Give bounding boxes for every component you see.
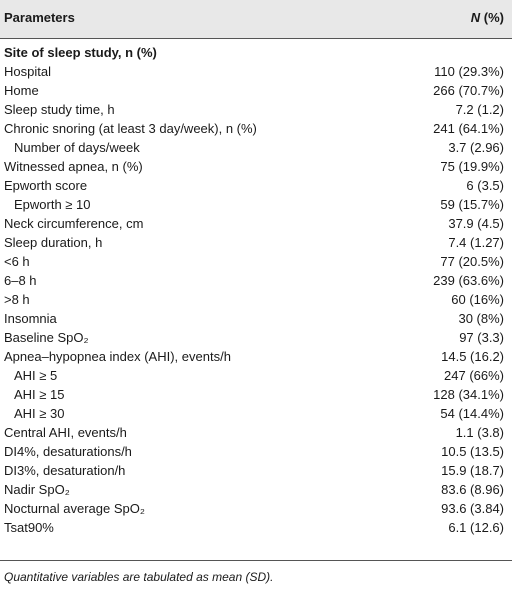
row-label: Epworth ≥ 10 [14,197,91,212]
row-value: 7.4 (1.27) [448,235,504,250]
row-label: AHI ≥ 30 [14,406,65,421]
row-value: 60 (16%) [451,292,504,307]
row-value: 128 (34.1%) [433,387,504,402]
table-footnote: Quantitative variables are tabulated as mean (SD). [4,570,274,584]
table-row [0,442,512,461]
row-value: 247 (66%) [444,368,504,383]
table-row [0,309,512,328]
row-label: Insomnia [4,311,57,326]
row-value: 75 (19.9%) [440,159,504,174]
row-label: Neck circumference, cm [4,216,144,231]
row-value: 241 (64.1%) [433,121,504,136]
row-label: Epworth score [4,178,88,193]
row-value: 7.2 (1.2) [455,102,504,117]
row-label: 6–8 h [4,273,37,288]
table-row [0,461,512,480]
table-row [0,518,512,537]
row-value: 6 (3.5) [466,178,504,193]
row-value: 93.6 (3.84) [441,501,504,516]
table-row [0,100,512,119]
row-value: 77 (20.5%) [440,254,504,269]
row-label: <6 h [4,254,30,269]
row-value: 15.9 (18.7) [441,463,504,478]
row-value: 6.1 (12.6) [448,520,504,535]
row-label: Nadir SpO₂ [4,482,70,497]
row-label: Hospital [4,64,51,79]
row-label: Witnessed apnea, n (%) [4,159,143,174]
table-row [0,404,512,423]
table-row [0,119,512,138]
table-row [0,271,512,290]
section-row [0,43,512,62]
row-label: DI4%, desaturations/h [4,444,132,459]
table-row [0,214,512,233]
table-row [0,157,512,176]
table-row [0,480,512,499]
row-label: AHI ≥ 15 [14,387,65,402]
row-value: 30 (8%) [458,311,504,326]
row-label: Chronic snoring (at least 3 day/week), n (%) [4,121,257,136]
table-header [0,0,512,39]
row-value: 10.5 (13.5) [441,444,504,459]
row-label: Home [4,83,39,98]
table-row [0,138,512,157]
table-row [0,328,512,347]
row-label: Nocturnal average SpO₂ [4,501,145,516]
row-label: >8 h [4,292,30,307]
table-row [0,290,512,309]
row-value: 1.1 (3.8) [455,425,504,440]
header-n-percent [471,10,504,25]
row-value: 3.7 (2.96) [448,140,504,155]
header-parameters: Parameters [4,10,75,25]
table-row [0,366,512,385]
row-label: Site of sleep study, n (%) [4,45,157,60]
row-label: Baseline SpO₂ [4,330,89,345]
row-label: Sleep study time, h [4,102,115,117]
row-label: Sleep duration, h [4,235,103,250]
table-row [0,385,512,404]
row-value: 83.6 (8.96) [441,482,504,497]
table-row [0,252,512,271]
table-row [0,233,512,252]
bottom-rule [0,560,512,561]
row-value: 239 (63.6%) [433,273,504,288]
row-value: 37.9 (4.5) [448,216,504,231]
table-row [0,176,512,195]
header-pct: (%) [480,10,504,25]
table-row [0,347,512,366]
table-row [0,499,512,518]
row-label: Tsat90% [4,520,54,535]
row-value: 110 (29.3%) [434,64,504,79]
row-label: Apnea–hypopnea index (AHI), events/h [4,349,231,364]
table-row [0,81,512,100]
row-value: 59 (15.7%) [440,197,504,212]
row-value: 14.5 (16.2) [441,349,504,364]
row-value: 97 (3.3) [459,330,504,345]
row-value: 266 (70.7%) [433,83,504,98]
row-label: AHI ≥ 5 [14,368,58,383]
row-label: Number of days/week [14,140,140,155]
table-row [0,423,512,442]
header-n: N [470,10,481,25]
row-label: DI3%, desaturation/h [4,463,126,478]
row-label: Central AHI, events/h [4,425,127,440]
table-row [0,62,512,81]
table-body [0,43,512,537]
table-row [0,195,512,214]
row-value: 54 (14.4%) [440,406,504,421]
